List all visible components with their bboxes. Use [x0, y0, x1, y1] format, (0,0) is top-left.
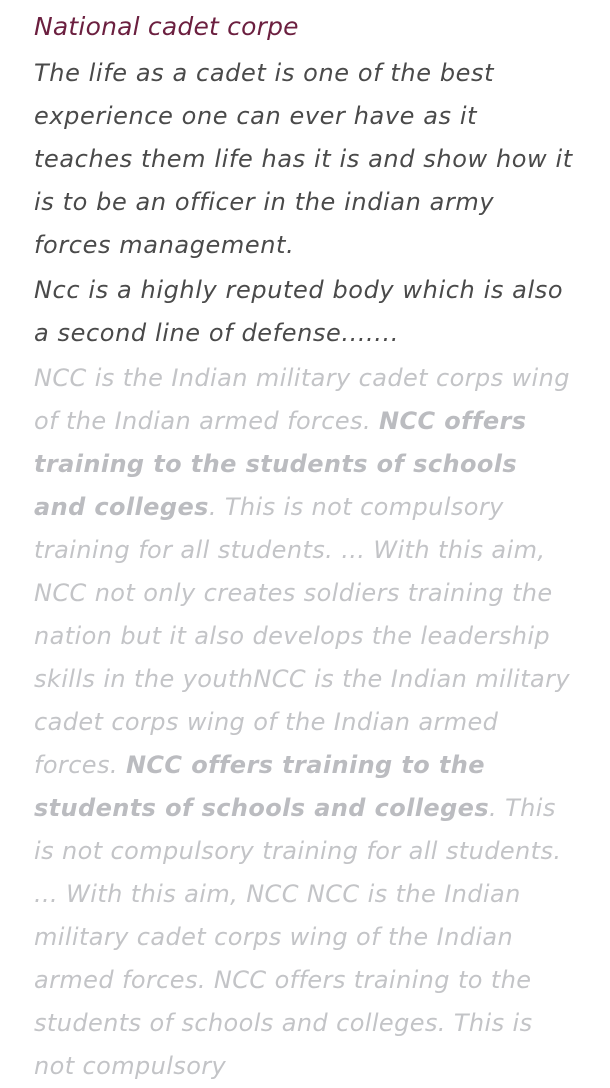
paragraph-ncc-body: Ncc is a highly reputed body which is also a second line of defense....... — [34, 276, 564, 347]
faded-text-segment: . This is not compulsory training for all students. ... With this aim, NCC not only creates soldiers training the nation but it also develops the leadership skills in the youthNCC is the Indian military cadet corps wing of the Indian armed forces. — [34, 493, 571, 779]
document-title: National cadet corpe — [34, 12, 299, 41]
faded-text-segment: NCC is the Indian military cadet corps wing of the Indian armed forces. — [34, 364, 570, 435]
faded-text-segment: . This is not compulsory training for all students. ... With this aim, NCC NCC is the Indian military cadet corps wing of the Indian armed forces. NCC offers training to the students of schools and colleges. This is not compulsory — [34, 794, 562, 1080]
faded-bold-segment: NCC offers training to the students of schools and colleges — [34, 407, 527, 521]
faded-bold-segment: NCC offers training to the students of schools and colleges — [34, 751, 490, 822]
faded-paragraph — [34, 357, 576, 1088]
paragraph-cadet-life: The life as a cadet is one of the best experience one can ever have as it teaches them life has it is and show how it is to be an officer in the indian army forces management. — [34, 59, 573, 259]
